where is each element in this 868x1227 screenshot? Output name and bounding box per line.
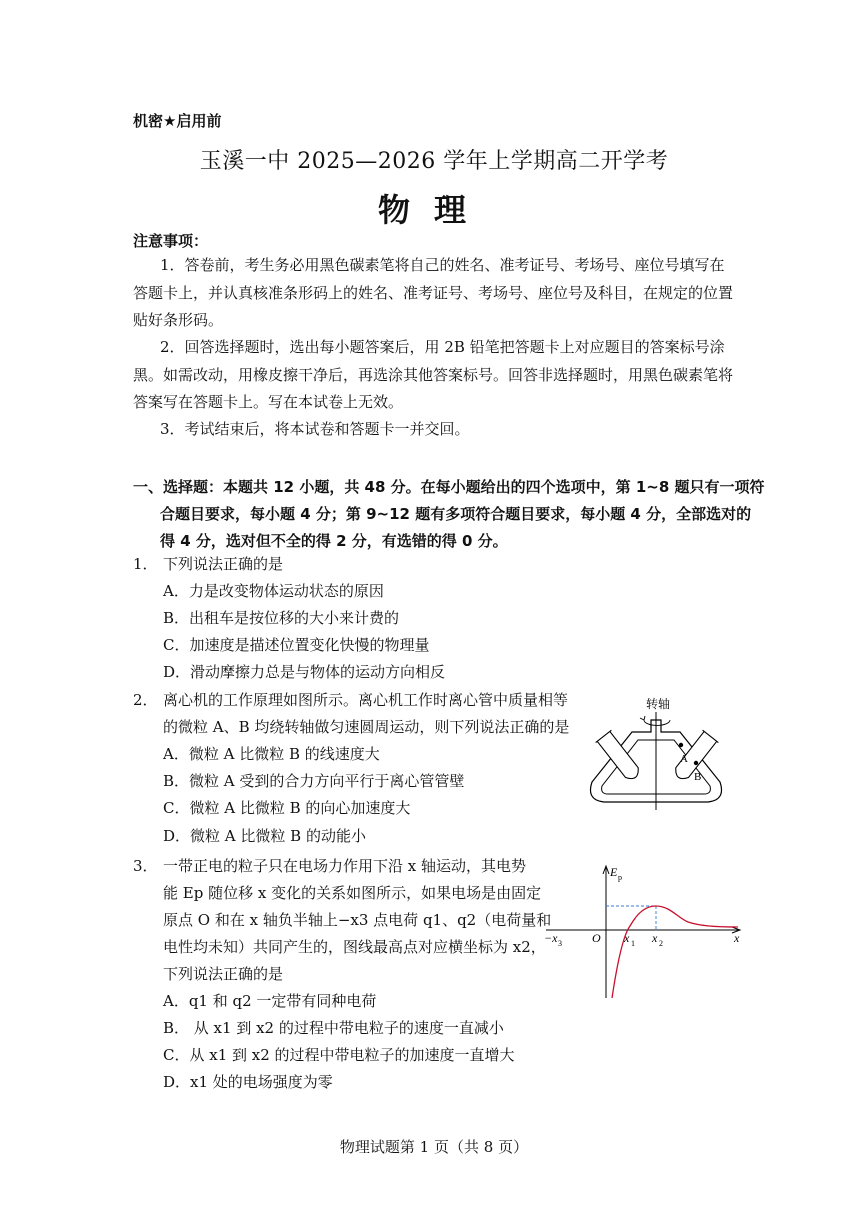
- question-stem: 电性均未知）共同产生的，图线最高点对应横坐标为 x2，: [163, 938, 546, 956]
- question-stem: 下列说法正确的是: [163, 555, 284, 573]
- option-c: C．从 x1 到 x2 的过程中带电粒子的加速度一直增大: [163, 1046, 515, 1064]
- origin-label: O: [592, 931, 601, 945]
- option-b: B． 从 x1 到 x2 的过程中带电粒子的速度一直减小: [163, 1019, 504, 1037]
- option-c: C．微粒 A 比微粒 B 的向心加速度大: [163, 799, 411, 817]
- x2-label-sub: 2: [659, 939, 663, 948]
- section-heading: 一、选择题：本题共 12 小题，共 48 分。在每小题给出的四个选项中，第 1~8 题只有一项符: [133, 478, 765, 496]
- notice-heading: 注意事项：: [133, 232, 209, 250]
- question-stem: 原点 O 和在 x 轴负半轴上−x3 点电荷 q1、q2（电荷量和: [163, 911, 552, 929]
- notice-line: 黑。如需改动，用橡皮擦干净后，再选涂其他答案标号。回答非选择题时，用黑色碳素笔将: [133, 366, 734, 384]
- ep-x-graph: [538, 858, 748, 1008]
- option-c: C．加速度是描述位置变化快慢的物理量: [163, 636, 430, 654]
- exam-title: 玉溪一中 2025—2026 学年上学期高二开学考: [199, 149, 669, 174]
- x1-label: x: [624, 931, 630, 945]
- question-stem: 下列说法正确的是: [163, 965, 284, 983]
- option-a: A．q1 和 q2 一定带有同种电荷: [163, 992, 377, 1010]
- section-heading-cont: 得 4 分，选对但不全的得 2 分，有选错的得 0 分。: [160, 532, 508, 550]
- section-heading-cont: 合题目要求，每小题 4 分；第 9~12 题有多项符合题目要求，每小题 4 分，全部选对的: [160, 505, 752, 523]
- notice-line: 答题卡上，并认真核准条形码上的姓名、准考证号、考场号、座位号及科目，在规定的位置: [133, 284, 734, 302]
- question-stem: 能 Ep 随位移 x 变化的关系如图所示，如果电场是由固定: [163, 884, 542, 902]
- notice-line: 2．回答选择题时，选出每小题答案后，用 2B 铅笔把答题卡上对应题目的答案标号涂: [160, 338, 725, 356]
- x1-label-sub: 1: [631, 939, 635, 948]
- rotation-axis-label: 转轴: [646, 697, 671, 711]
- notice-line: 贴好条形码。: [133, 311, 224, 329]
- neg-x3-label: −x: [544, 931, 558, 945]
- particle-b-label: B: [694, 771, 702, 783]
- question-stem: 的微粒 A、B 均绕转轴做匀速圆周运动，则下列说法正确的是: [163, 718, 570, 736]
- x-axis-label: x: [734, 931, 740, 945]
- x2-label: x: [652, 931, 658, 945]
- question-stem: 离心机的工作原理如图所示。离心机工作时离心管中质量相等: [163, 691, 569, 709]
- option-d: D．微粒 A 比微粒 B 的动能小: [163, 827, 366, 845]
- left-tube: [596, 730, 644, 783]
- subject-title: 物理: [377, 191, 490, 229]
- notice-line: 答案写在答题卡上。写在本试卷上无效。: [133, 393, 404, 411]
- centrifuge-figure: [588, 690, 728, 820]
- y-axis-label: E: [610, 865, 618, 879]
- notice-line: 3．考试结束后，将本试卷和答题卡一并交回。: [160, 420, 470, 438]
- question-number: 2．: [133, 691, 158, 709]
- option-a: A．力是改变物体运动状态的原因: [163, 582, 384, 600]
- option-a: A．微粒 A 比微粒 B 的线速度大: [163, 745, 380, 763]
- y-axis-label-sub: p: [618, 873, 622, 882]
- confidential-mark: 机密★启用前: [133, 112, 222, 130]
- option-b: B．出租车是按位移的大小来计费的: [163, 609, 400, 627]
- particle-a-label: A: [680, 753, 688, 765]
- neg-x3-label-sub: 3: [558, 939, 562, 948]
- question-stem: 一带正电的粒子只在电场力作用下沿 x 轴运动，其电势: [163, 857, 526, 875]
- option-b: B．微粒 A 受到的合力方向平行于离心管管壁: [163, 772, 465, 790]
- particle-a: [679, 743, 683, 747]
- ep-curve: [612, 906, 738, 998]
- option-d: D．x1 处的电场强度为零: [163, 1073, 333, 1091]
- option-d: D．滑动摩擦力总是与物体的运动方向相反: [163, 663, 446, 681]
- notice-line: 1．答卷前，考生务必用黑色碳素笔将自己的姓名、准考证号、考场号、座位号填写在: [160, 256, 725, 274]
- question-number: 1．: [133, 555, 158, 573]
- question-number: 3．: [133, 857, 158, 875]
- particle-b: [694, 761, 698, 765]
- rotation-arrow: [644, 720, 670, 725]
- page-footer: 物理试题第 1 页（共 8 页）: [339, 1138, 529, 1156]
